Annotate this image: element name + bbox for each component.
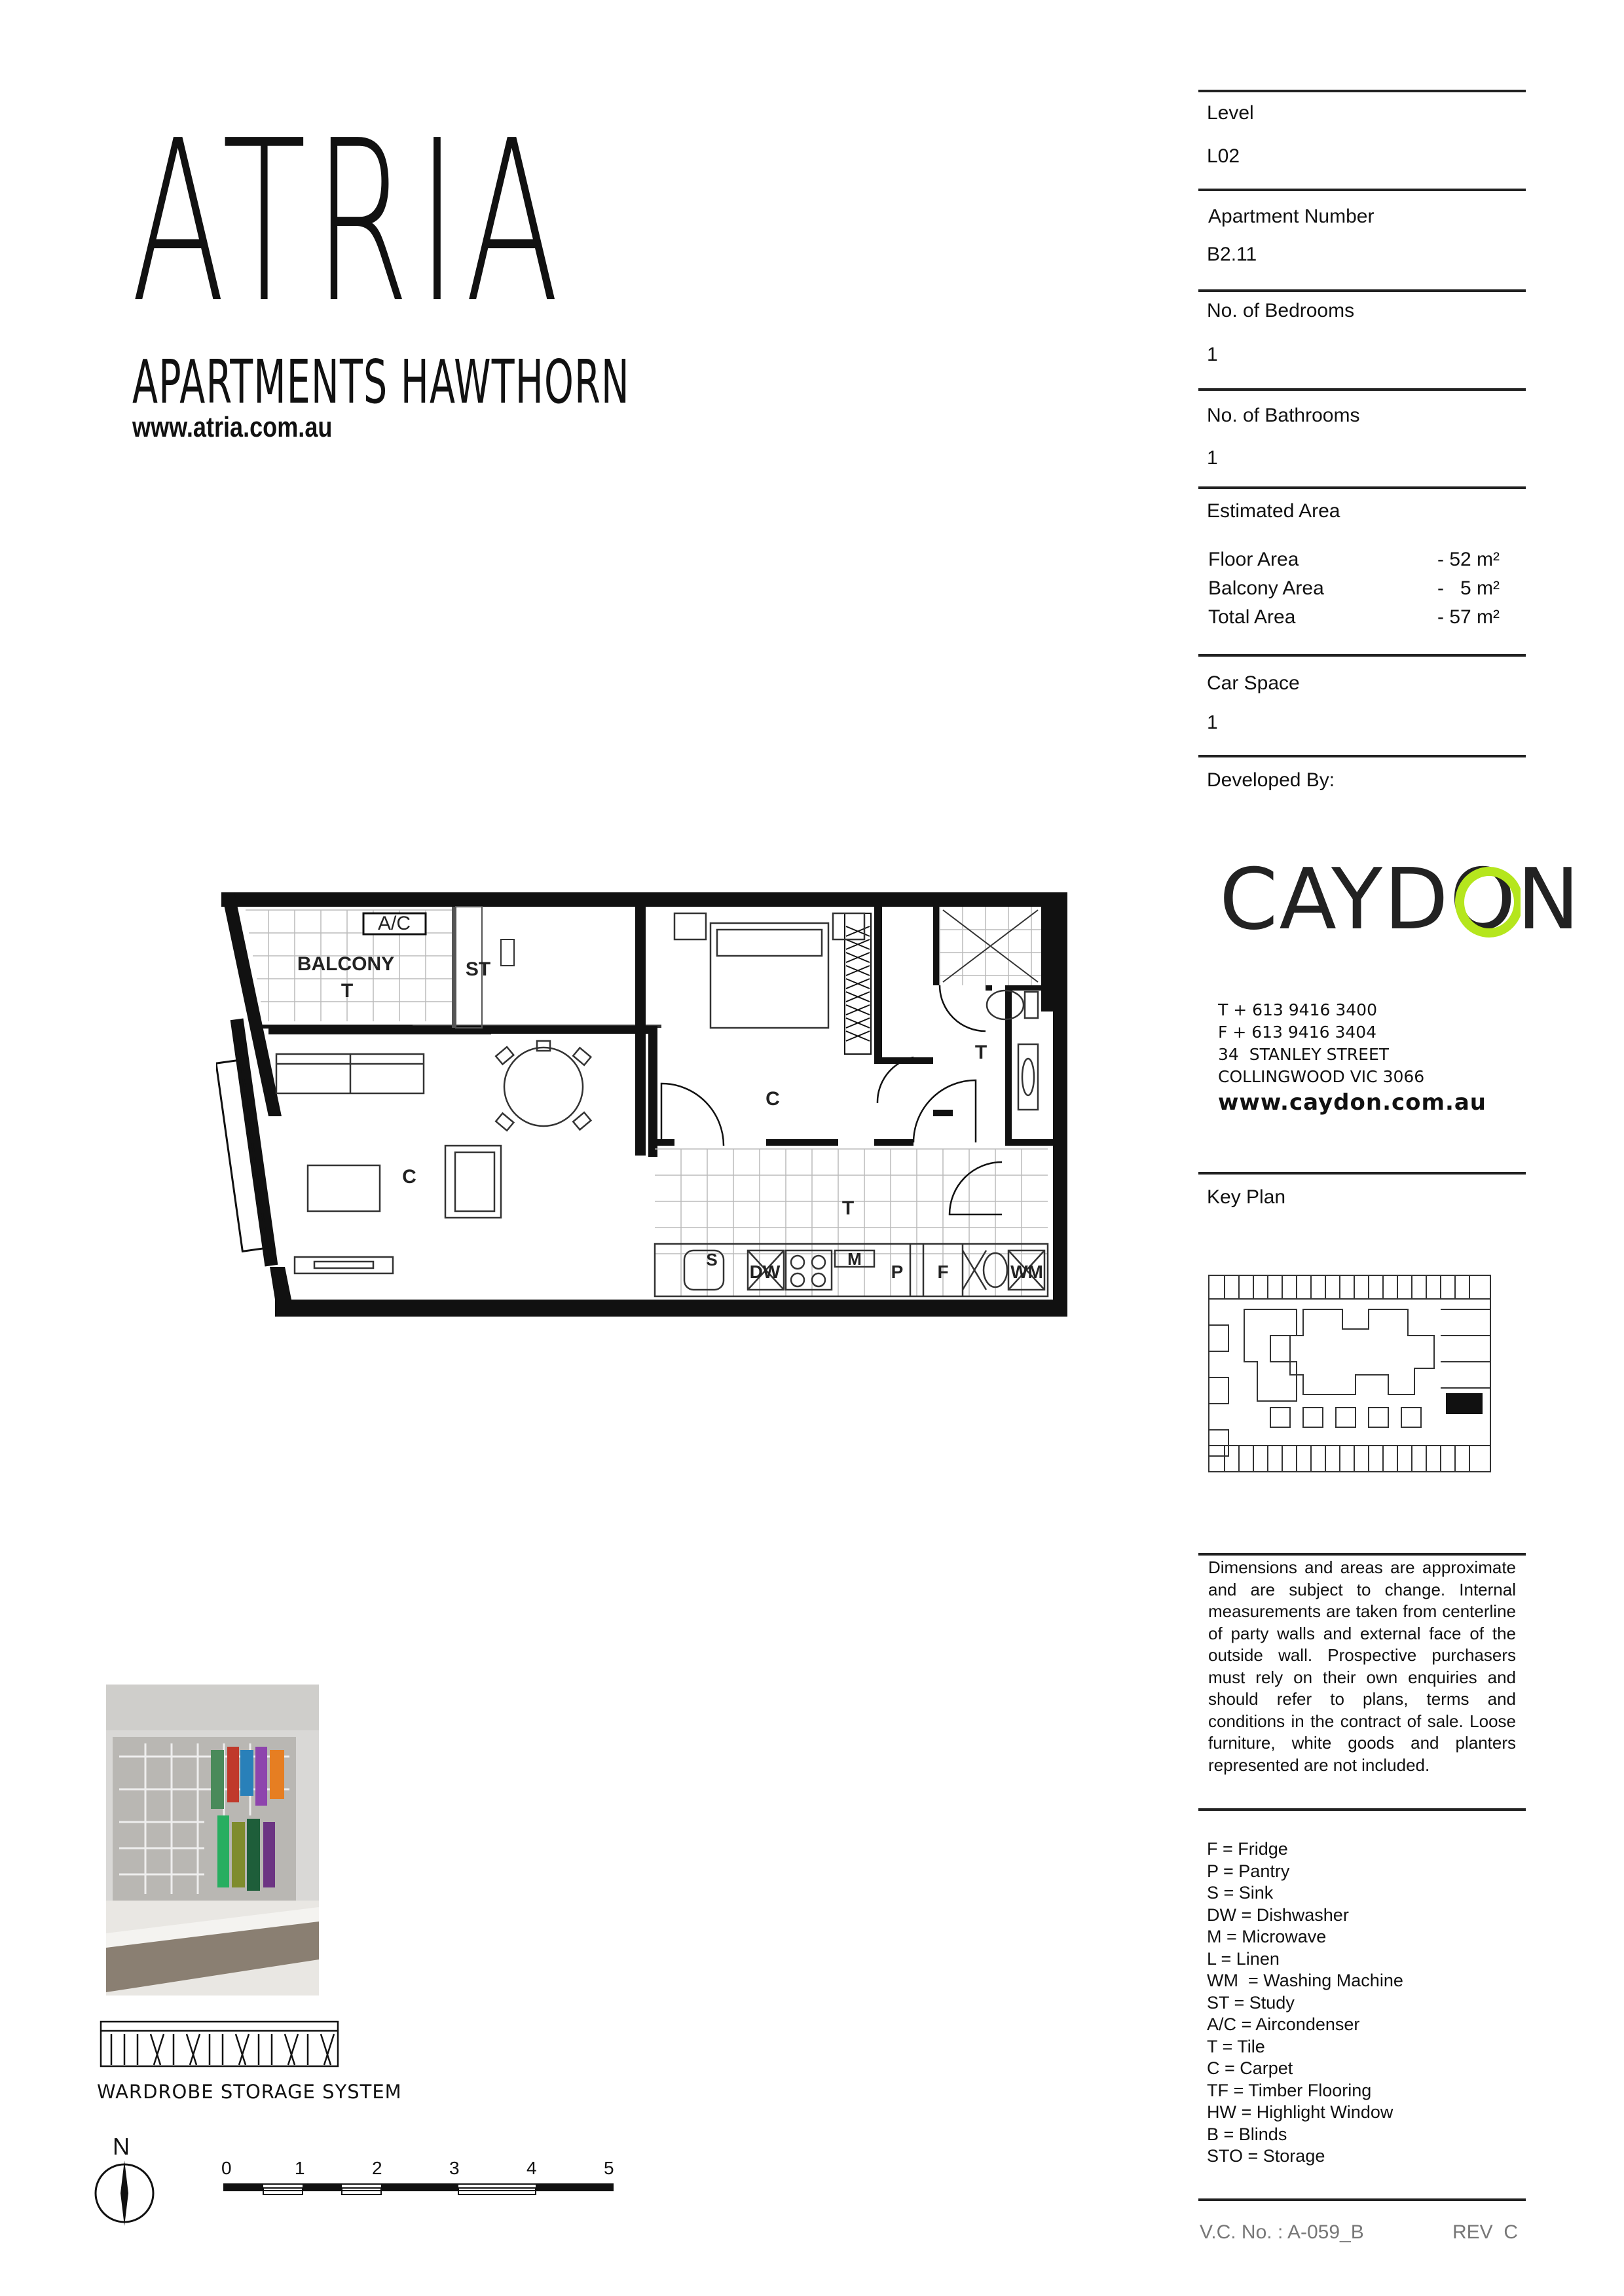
legend-item: M = Microwave [1207, 1927, 1327, 1946]
balcony-label: BALCONY [297, 953, 395, 975]
dishwasher-label: DW [749, 1262, 781, 1282]
floor-plan [216, 887, 1074, 1319]
apartment-label: Apartment Number [1208, 206, 1375, 227]
wardrobe-photo-image [106, 1685, 319, 1995]
area-name: Total Area [1208, 606, 1296, 628]
legend-item: F = Fridge [1207, 1839, 1288, 1859]
washing-machine-label: WM [1010, 1262, 1043, 1282]
key-plan-highlight [1446, 1393, 1483, 1414]
revision: REV C [1452, 2221, 1519, 2243]
wardrobe-rail-icon [845, 913, 871, 1054]
scale-bar [216, 2158, 622, 2184]
north-arrow-icon [92, 2160, 157, 2226]
legend-item: ST = Study [1207, 1992, 1295, 2013]
shower-icon [943, 910, 1038, 982]
wardrobe-caption: WARDROBE STORAGE SYSTEM [97, 2081, 402, 2103]
divider [1198, 1553, 1526, 1556]
legend-item: TF = Timber Flooring [1207, 2080, 1372, 2100]
scale-tick: 1 [295, 2158, 305, 2178]
brand-url[interactable]: www.atria.com.au [132, 411, 333, 443]
ac-label: A/C [377, 913, 411, 934]
car-value: 1 [1207, 712, 1218, 733]
legend-item: HW = Highlight Window [1207, 2102, 1393, 2122]
living-carpet-label: C [402, 1166, 416, 1188]
car-label: Car Space [1207, 672, 1300, 694]
logo-o [1450, 851, 1517, 949]
pantry-label: P [891, 1262, 904, 1282]
divider [1198, 388, 1526, 391]
area-name: Floor Area [1208, 549, 1299, 570]
wardrobe-storage-icon [98, 2018, 341, 2070]
level-label: Level [1207, 102, 1254, 124]
logo-text: CAYD [1219, 851, 1450, 949]
bedroom-carpet-label: C [766, 1088, 780, 1110]
bathrooms-value: 1 [1207, 447, 1218, 469]
legend-item: L = Linen [1207, 1948, 1280, 1969]
divider [1198, 289, 1526, 292]
area-row [1208, 606, 1509, 629]
legend-item: STO = Storage [1207, 2146, 1325, 2166]
bathrooms-label: No. of Bathrooms [1207, 405, 1360, 426]
dining-table-icon [496, 1041, 591, 1131]
area-table [1208, 549, 1509, 635]
wardrobe-photo [106, 1685, 319, 1995]
divider [1198, 486, 1526, 489]
toilet-icon [987, 991, 1038, 1110]
brand-subtitle: APARTMENTS HAWTHORN [132, 347, 630, 417]
fridge-label: F [937, 1262, 949, 1282]
divider [1198, 755, 1526, 757]
divider [1198, 654, 1526, 657]
area-label: Estimated Area [1207, 500, 1340, 522]
bedrooms-value: 1 [1207, 344, 1218, 365]
hall-tile-label: T [841, 1197, 855, 1219]
scale-tick: 2 [372, 2158, 382, 2178]
legend-item: A/C = Aircondenser [1207, 2014, 1360, 2034]
scale-tick: 4 [526, 2158, 537, 2178]
bed-icon [674, 913, 864, 1028]
legend-item: T = Tile [1207, 2036, 1265, 2056]
divider [1198, 2198, 1526, 2201]
door-swings [661, 985, 1002, 1214]
caydon-logo [1219, 851, 1581, 949]
divider [1198, 189, 1526, 191]
sink-label: S [706, 1250, 718, 1269]
area-value: - 57 m² [1437, 606, 1500, 628]
suburb: COLLINGWOOD VIC 3066 [1218, 1067, 1425, 1086]
scale-tick: 0 [221, 2158, 232, 2178]
sofa-icon [276, 1054, 501, 1273]
bedrooms-label: No. of Bedrooms [1207, 300, 1355, 321]
microwave-label: M [847, 1249, 862, 1269]
bath-tile-label: T [974, 1042, 987, 1063]
scale-tick: 5 [604, 2158, 614, 2178]
legend-item: DW = Dishwasher [1207, 1904, 1349, 1925]
legend-item: WM = Washing Machine [1207, 1971, 1403, 1990]
vc-number: V.C. No. : A-059_B [1200, 2221, 1364, 2243]
area-name: Balcony Area [1208, 577, 1324, 599]
street: 34 STANLEY STREET [1218, 1045, 1390, 1064]
area-value: - 5 m² [1437, 577, 1500, 599]
area-row [1208, 577, 1509, 600]
scale-bar-graphic [223, 2181, 616, 2201]
area-value: - 52 m² [1437, 549, 1500, 570]
apartment-value: B2.11 [1207, 244, 1257, 265]
divider [1198, 1808, 1526, 1811]
divider [1198, 1172, 1526, 1175]
logo-text: N [1517, 851, 1581, 949]
fax: F + 613 9416 3404 [1218, 1023, 1377, 1042]
legend [1207, 1838, 1403, 2168]
caydon-url[interactable]: www.caydon.com.au [1218, 1089, 1487, 1116]
contact-block [1218, 999, 1424, 1088]
level-value: L02 [1207, 145, 1240, 167]
scale-tick: 3 [449, 2158, 460, 2178]
plan-labels [297, 913, 1043, 1282]
legend-item: B = Blinds [1207, 2124, 1287, 2144]
north-label: N [113, 2133, 130, 2160]
study-label: ST [465, 958, 491, 980]
divider [1198, 90, 1526, 92]
study-desk-icon [501, 939, 514, 966]
logo-ring-icon [1449, 860, 1521, 938]
logo-text: O [1449, 851, 1517, 949]
legend-item: P = Pantry [1207, 1861, 1290, 1881]
phone: T + 613 9416 3400 [1218, 1000, 1377, 1019]
key-plan-label: Key Plan [1207, 1186, 1286, 1208]
developer-label: Developed By: [1207, 769, 1335, 791]
brand-title: ATRIA [131, 93, 567, 352]
area-row [1208, 549, 1509, 571]
legend-item: C = Carpet [1207, 2058, 1293, 2078]
disclaimer: Dimensions and areas are approximate and are subject to change. Internal measurements are taken from centerline of party walls and external face of the outside wall. Prospective purchasers must rely on their own enquiries and should refer to plans, terms and conditions in the contract of sale. Loose furniture, white goods and planters represented are not included. [1208, 1558, 1516, 1775]
key-plan-map [1205, 1270, 1493, 1480]
legend-item: S = Sink [1207, 1883, 1274, 1903]
balcony-tile-label: T [341, 980, 354, 1002]
